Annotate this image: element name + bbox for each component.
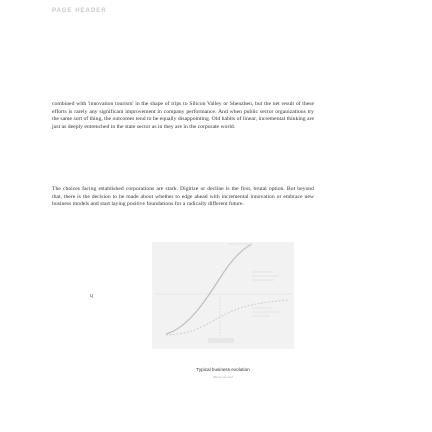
figure-side-mark: ɥ <box>90 293 93 299</box>
figure-caption-sub: Where we are? <box>212 375 234 379</box>
marker-box <box>208 338 234 343</box>
body-paragraph-1: combined with 'innovation tourism' in the shape of trips to Silicon Valley or Shenzhen, but the net result of these efforts is rarely any significant improvement in company performance. And when public sector organizations try the same sort of thing, the outcomes tend to be equally disappointing. Old habits of linear, incremental thinking are just as deeply entrenched in the state sector as in they are in the corporate world. <box>52 101 314 130</box>
business-evolution-figure <box>148 238 298 353</box>
figure-caption: Typical business evolution <box>196 367 250 372</box>
business-evolution-diagram <box>148 238 298 353</box>
figure-background <box>152 242 294 349</box>
page-header: PAGE HEADER <box>52 8 107 14</box>
body-paragraph-2: The choices facing established corporations are stark. Digitize or decline is the first, brutal option. But beyond that, there is the decision to be made about whether to edge ahead with incremental innovation or embrace new business models and start laying positive foundations for a radically different future. <box>52 186 314 208</box>
